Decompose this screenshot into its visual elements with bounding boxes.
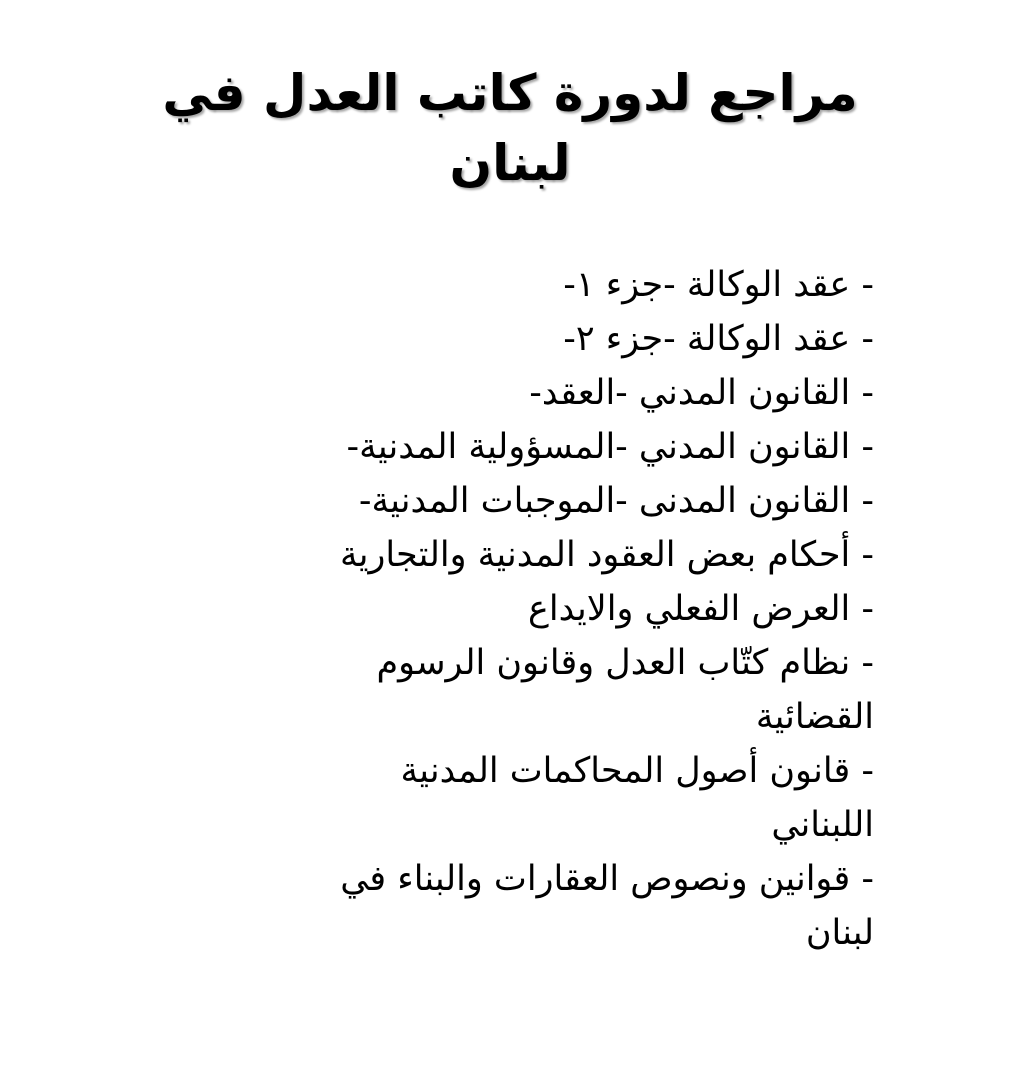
reference-item: - القانون المدني -المسؤولية المدنية- bbox=[346, 427, 874, 467]
reference-item: - أحكام بعض العقود المدنية والتجارية bbox=[339, 535, 874, 575]
references-list bbox=[304, 258, 874, 960]
title-line-1: مراجع لدورة كاتب العدل في bbox=[162, 64, 858, 122]
reference-item: - القانون المدنى -الموجبات المدنية- bbox=[358, 481, 874, 521]
reference-item: - العرض الفعلي والايداع bbox=[528, 589, 874, 629]
reference-item: - قانون أصول المحاكمات المدنية اللبناني bbox=[400, 751, 874, 845]
reference-item: - عقد الوكالة -جزء ٢- bbox=[563, 319, 874, 359]
reference-item: - القانون المدني -العقد- bbox=[529, 373, 874, 413]
reference-item: - نظام كتّاب العدل وقانون الرسوم القضائية bbox=[376, 643, 874, 737]
title-line-2: لبنان bbox=[449, 134, 571, 192]
page-title bbox=[120, 58, 900, 198]
reference-item: - قوانين ونصوص العقارات والبناء في لبنان bbox=[340, 859, 874, 953]
reference-item: - عقد الوكالة -جزء ١- bbox=[563, 265, 874, 305]
